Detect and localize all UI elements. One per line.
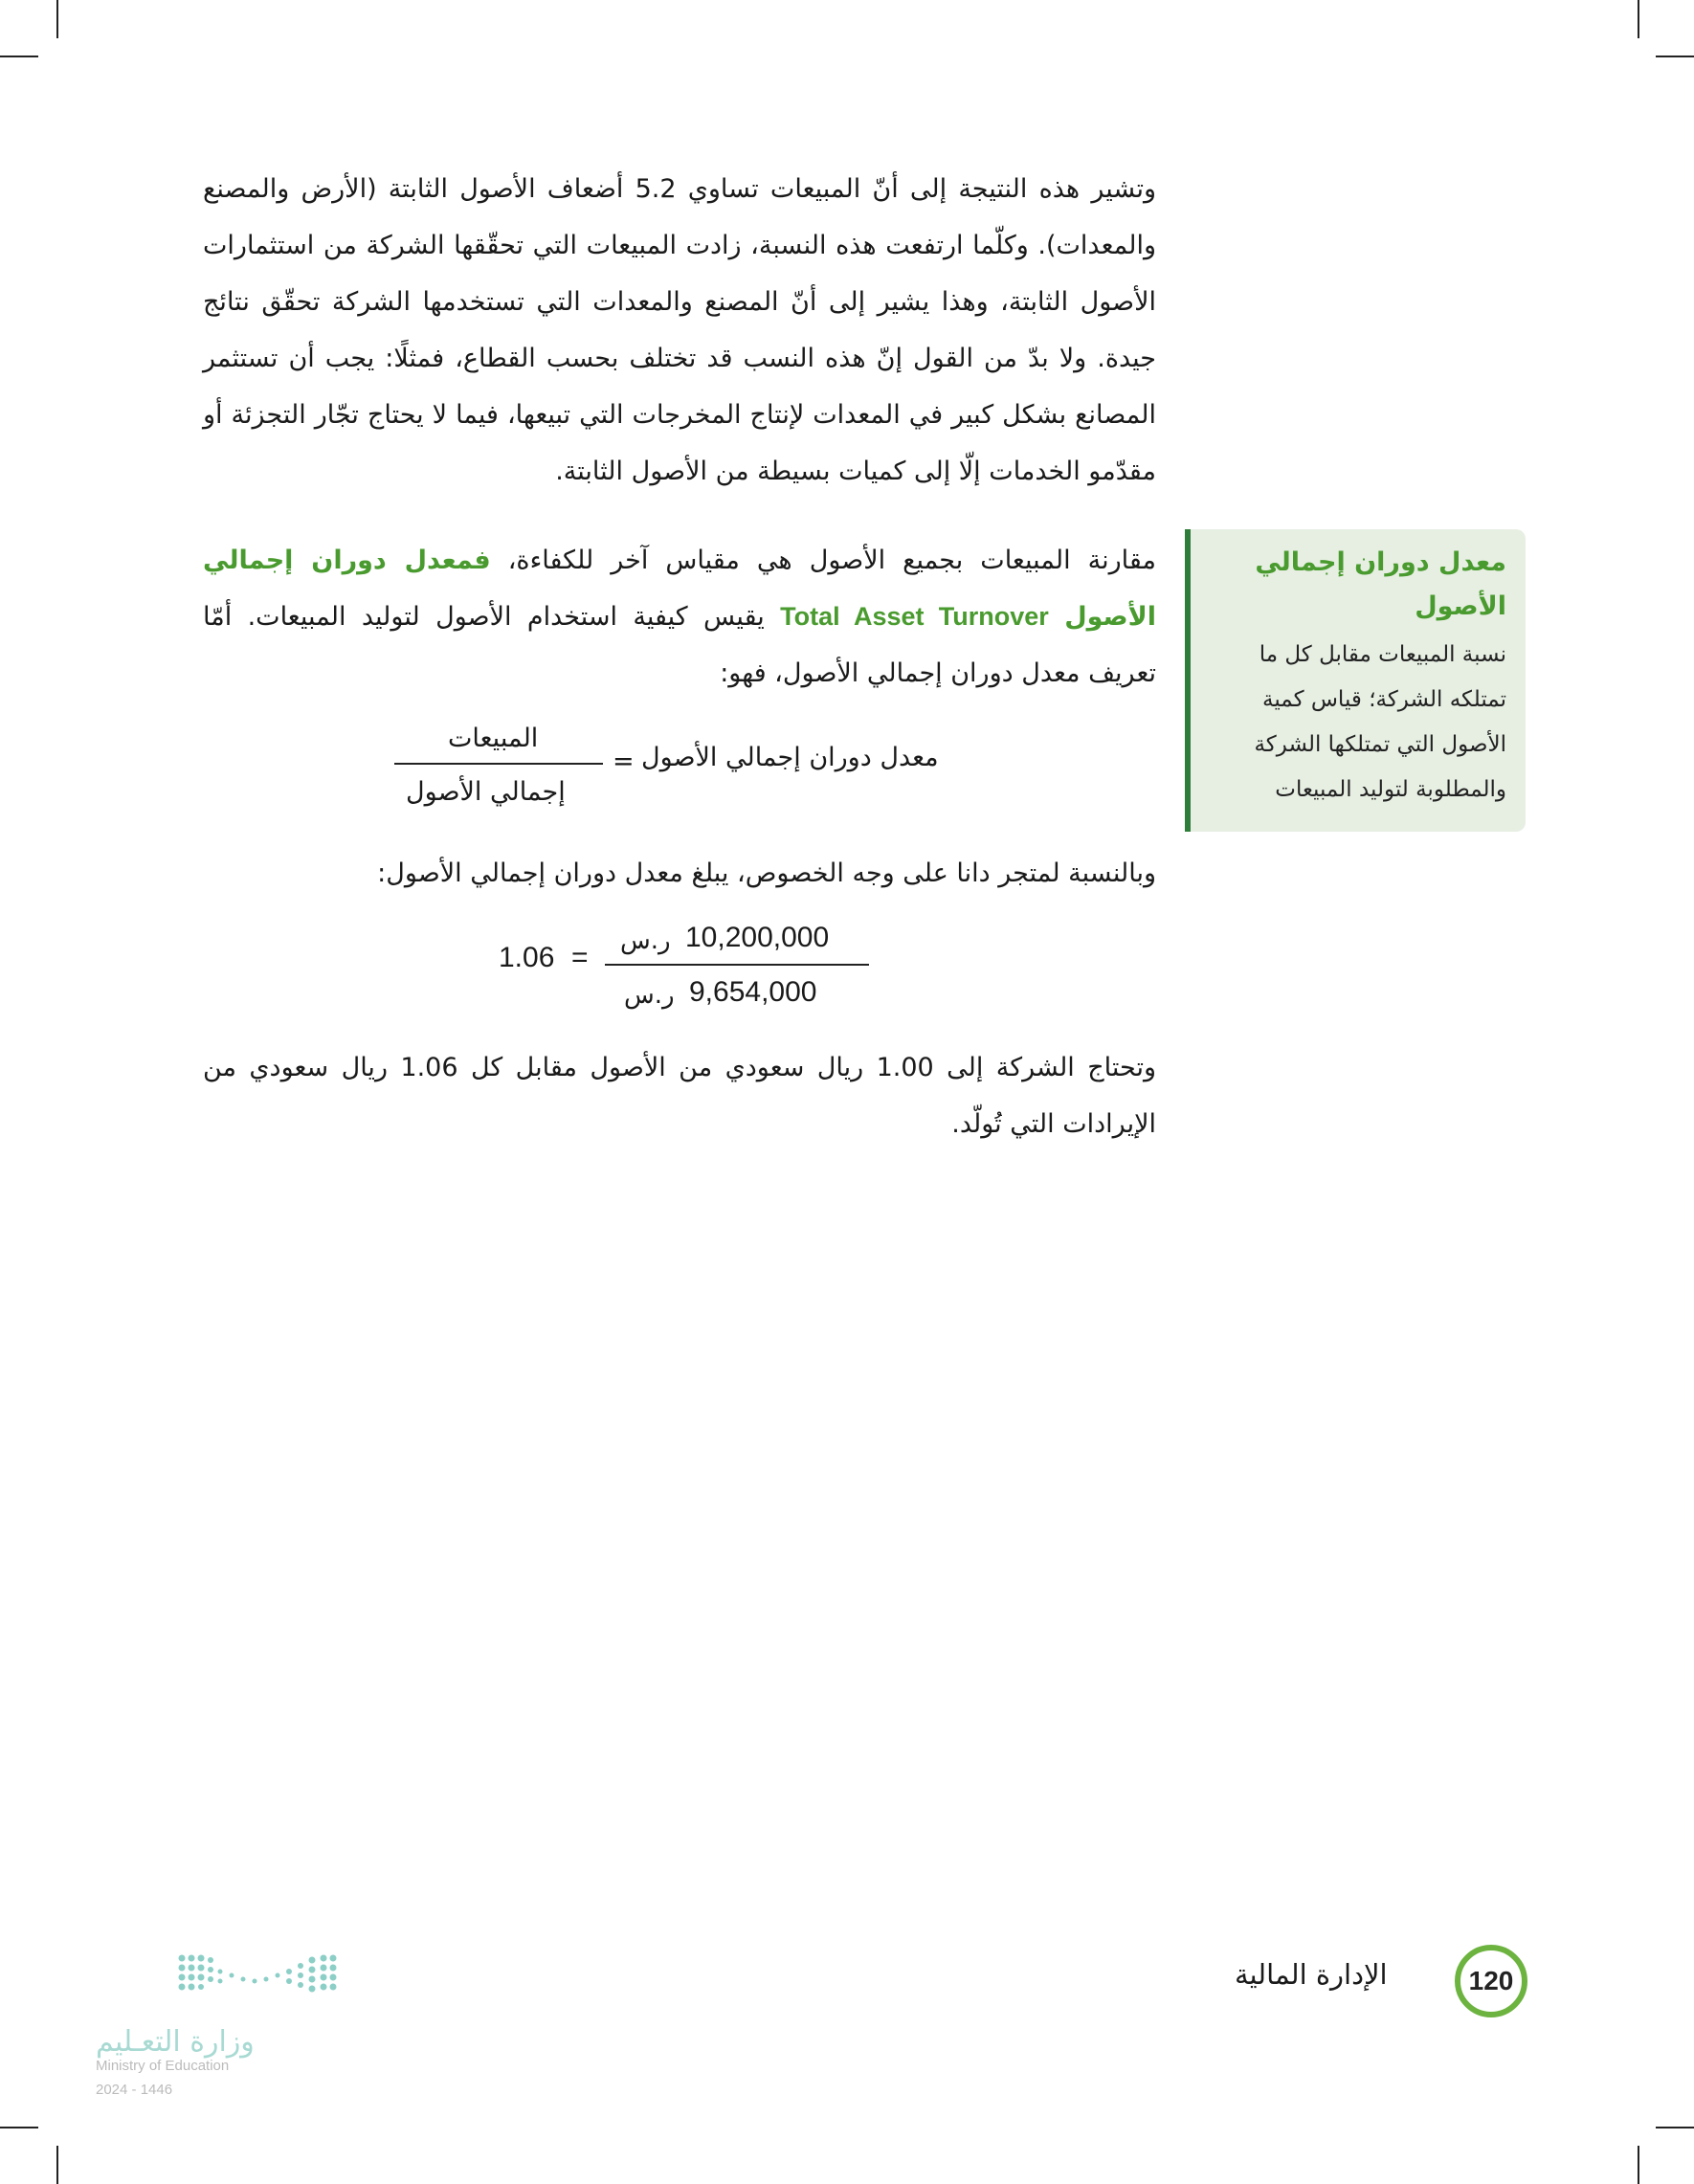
ministry-year: 2024 - 1446	[96, 2082, 173, 2098]
crop-mark	[1638, 2146, 1639, 2184]
paragraph-dana-store: وبالنسبة لمتجر دانا على وجه الخصوص، يبلغ معدل دوران إجمالي الأصول:	[377, 858, 1156, 888]
formula-equals: =	[613, 747, 635, 776]
ministry-name-arabic: وزارة التعـليم	[96, 2025, 255, 2059]
calc-numerator-currency: ر.س	[620, 926, 671, 955]
crop-mark	[0, 56, 38, 57]
calc-result: 1.06	[499, 942, 555, 973]
crop-mark	[1656, 56, 1694, 57]
formula-denominator: إجمالي الأصول	[406, 777, 566, 807]
page-number: 120	[1468, 1966, 1514, 1995]
chapter-title: الإدارة المالية	[1235, 1958, 1388, 1991]
ministry-logo-icon	[176, 1952, 339, 1995]
crop-mark	[1656, 2127, 1694, 2128]
formula-fraction-bar	[394, 763, 603, 765]
calc-fraction-bar	[605, 964, 869, 966]
glossary-sidebar	[1185, 529, 1526, 832]
formula-lhs: معدل دوران إجمالي الأصول	[641, 743, 939, 772]
calc-numerator: 10,200,000	[685, 922, 830, 953]
intro-text: مقارنة المبيعات بجميع الأصول هي مقياس آخر للكفاءة،	[490, 546, 1156, 575]
glossary-definition: نسبة المبيعات مقابل كل ما تمتلكه الشركة؛ قياس كمية الأصول التي تمتلكها الشركة والمطلوبة لتوليد المبيعات	[1254, 642, 1506, 802]
highlighted-term-english: Total Asset Turnover	[780, 602, 1049, 631]
calc-equals: =	[571, 942, 589, 973]
calc-denominator-currency: ر.س	[624, 981, 675, 1010]
crop-mark	[0, 2127, 38, 2128]
definition-lead-text: يقيس كيفية استخدام الأصول لتوليد المبيعات. أمّا تعريف معدل دوران إجمالي الأصول، فهو:	[203, 602, 1156, 688]
paragraph-fixed-assets-explanation: وتشير هذه النتيجة إلى أنّ المبيعات تساوي 5.2 أضعاف الأصول الثابتة (الأرض والمصنع والمعدات). وكلّما ارتفعت هذه النسبة، زادت المبيعات التي تحقّقها الشركة من استثمارات الأصول الثابتة، وهذا يشير إلى أنّ المصنع والمعدات التي تستخدمها الشركة تحقّق نتائج جيدة. ولا بدّ من القول إنّ هذه النسب قد تختلف بحسب القطاع، فمثلًا: يجب أن تستثمر المصانع بشكل كبير في المعدات لإنتاج المخرجات التي تبيعها، فيما لا يحتاج تجّار التجزئة أو مقدّمو الخدمات إلّا إلى كميات بسيطة من الأصول الثابتة.	[203, 174, 1157, 486]
page-number-badge	[1455, 1945, 1527, 2017]
crop-mark	[56, 2146, 58, 2184]
paragraph-conclusion: وتحتاج الشركة إلى 1.00 ريال سعودي من الأصول مقابل كل 1.06 ريال سعودي من الإيرادات التي تُولّد.	[203, 1053, 1156, 1139]
ministry-name-english: Ministry of Education	[96, 2058, 230, 2074]
calc-denominator: 9,654,000	[689, 976, 817, 1008]
formula-numerator: المبيعات	[448, 724, 539, 753]
crop-mark	[1638, 0, 1639, 38]
glossary-term: معدل دوران إجمالي الأصول	[1255, 547, 1506, 621]
paragraph-total-asset-turnover-intro	[203, 532, 1156, 702]
highlighted-term: فمعدل دوران إجمالي الأصول	[203, 546, 1157, 632]
crop-mark	[56, 0, 58, 38]
